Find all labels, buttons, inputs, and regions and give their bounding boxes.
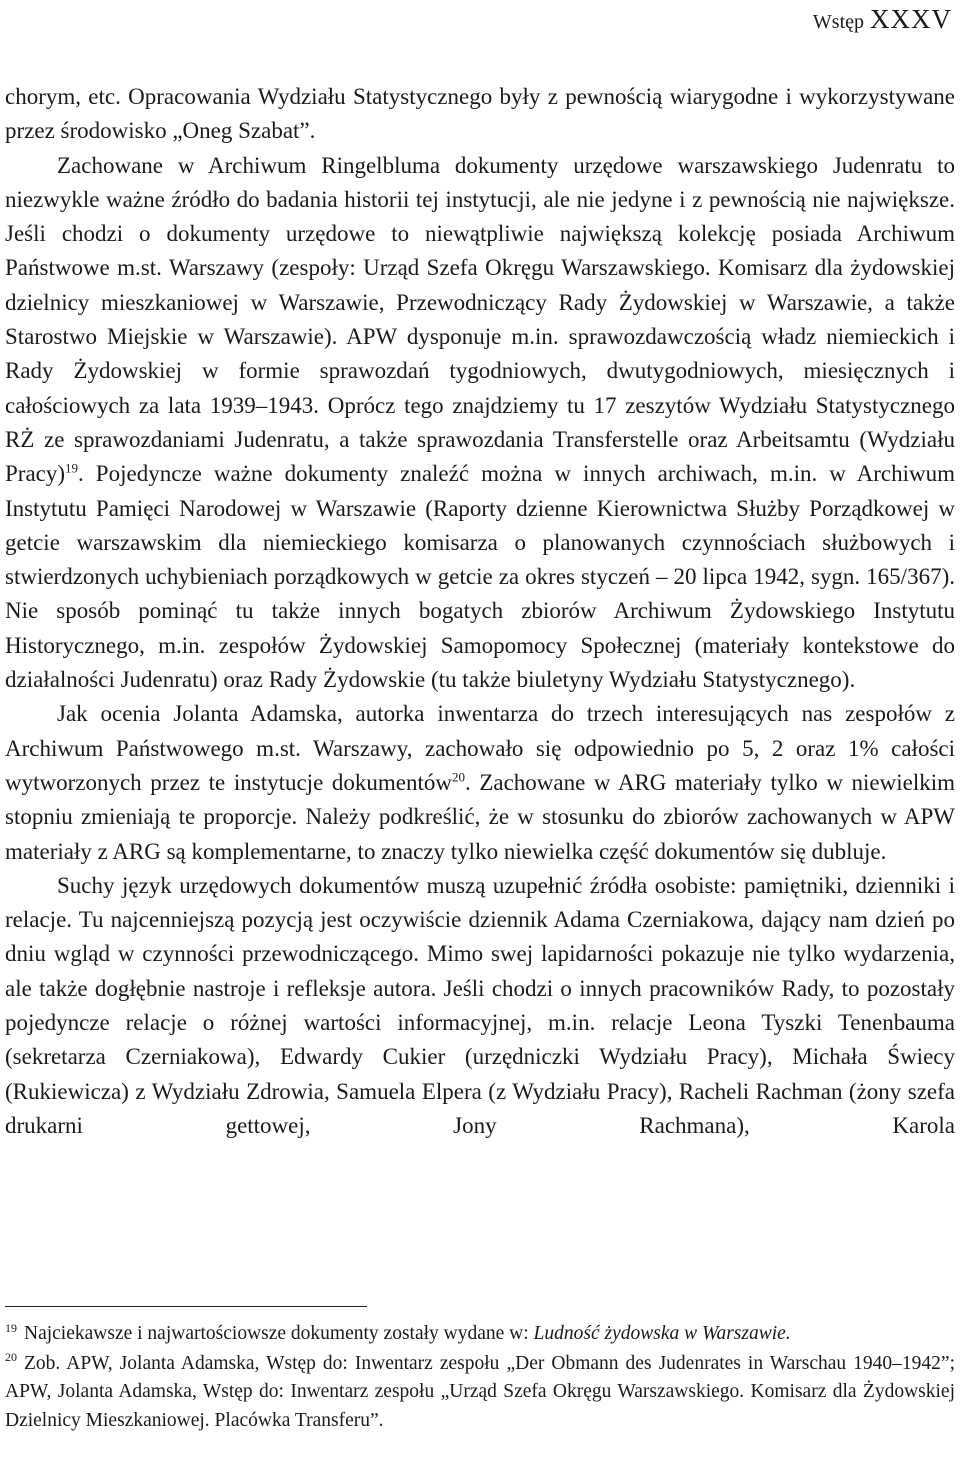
paragraph-2-part-b: . Pojedyncze ważne dokumenty znaleźć można w innych archiwach, m.in. w Archiwum Instytutu Pamięci Narodowej w Warszawie (Raporty dzienne Kierownictwa Służby Porządkowej w getcie warszawskim dla niemieckiego komisarza o planowanych czynnościach służbowych i stwierdzonych uchybieniach porządkowych w getcie za okres styczeń – 20 lipca 1942, sygn. 165/367). Nie sposób pominąć tu także innych bogatych zbiorów Archiwum Żydowskiego Instytutu Historycznego, m.in. zespołów Żydowskiej Samopomocy Społecznej (materiały kontekstowe do działalności Judenratu) oraz Rady Żydowskie (tu także biuletyny Wydziału Statystycznego). [5,461,955,693]
footnote-ref-19[interactable]: 19 [65,460,79,476]
page-number: XXXV [870,4,952,34]
footnote-rule [5,1306,367,1307]
section-title: Wstęp [812,11,864,33]
footnote-title: Ludność żydowska w Warszawie. [533,1323,791,1344]
footnote-ref-20[interactable]: 20 [451,769,465,785]
footnote-text: Zob. APW, Jolanta Adamska, Wstęp do: Inwentarz zespołu „Der Obmann des Judenrates in Warschau 1940–1942”; APW, Jolanta Adamska, Wstęp do: Inwentarz zespołu „Urząd Szefa Okręgu Warszawskiego. Komisarz dla Żydowskiej Dzielnicy Mieszkaniowej. Placówka Transferu”. [5,1352,955,1431]
footnote-number: 20 [5,1350,17,1364]
paragraph-1: chorym, etc. Opracowania Wydziału Statystycznego były z pewnością wiarygodne i wykorzystywane przez środowisko „Oneg Szabat”. [5,84,955,144]
paragraph-3-part-a: Jak ocenia Jolanta Adamska, autorka inwentarza do trzech interesujących nas zespołów z Archiwum Państwowego m.st. Warszawy, zachowało się odpowiednio po 5, 2 oraz 1% całości wytworzonych przez te instytucje dokumentów [5,701,955,795]
paragraph-4: Suchy język urzędowych dokumentów muszą uzupełnić źródła osobiste: pamiętniki, dzienniki i relacje. Tu najcenniejszą pozycją jest oczywiście dziennik Adama Czerniakowa, dający nam dzień po dniu wgląd w czynności przewodniczącego. Mimo swej lapidarności pokazuje nie tylko wydarzenia, ale także dogłębnie nastroje i refleksje autora. Jeśli chodzi o innych pracowników Rady, to pozostały pojedyncze relacje o różnej wartości informacyjnej, m.in. relacje Leona Tyszki Tenenbauma (sekretarza Czerniakowa), Edwardy Cukier (urzędniczki Wydziału Pracy), Michała Świecy (Rukiewicza) z Wydziału Zdrowia, Samuela Elpera (z Wydziału Pracy), Racheli Rachman (żony szefa drukarni gettowej, Jony Rachmana), Karola [5,872,955,1138]
footnote-20 [5,1350,955,1436]
paragraph-2 [5,149,955,698]
paragraph-2-part-a: Zachowane w Archiwum Ringelbluma dokumenty urzędowe warszawskiego Judenratu to niezwykle ważne źródło do badania historii tej instytucji, ale nie jedyne i z pewnością nie największe. Jeśli chodzi o dokumenty urzędowe to niewątpliwie największą kolekcję posiada Archiwum Państwowe m.st. Warszawy (zespoły: Urząd Szefa Okręgu Warszawskiego. Komisarz dla żydowskiej dzielnicy mieszkaniowej w Warszawie, Przewodniczący Rady Żydowskiej w Warszawie, a także Starostwo Miejskie w Warszawie). APW dysponuje m.in. sprawozdawczością władz niemieckich i Rady Żydowskiej w formie sprawozdań tygodniowych, dwutygodniowych, miesięcznych i całościowych za lata 1939–1943. Oprócz tego znajdziemy tu 17 zeszytów Wydziału Statystycznego RŻ ze sprawozdaniami Judenratu, a także sprawozdania Transferstelle oraz Arbeitsamtu (Wydziału Pracy) [5,152,955,487]
footnote-19 [5,1320,955,1349]
footnote-text: Najciekawsze i najwartościowsze dokumenty zostały wydane w: [24,1323,534,1344]
footnotes [5,1320,955,1436]
footnote-number: 19 [5,1320,17,1335]
running-head [813,4,952,35]
paragraph-3 [5,697,955,868]
body-text [5,80,955,1143]
paragraph-3-part-b: . Zachowane w ARG materiały tylko w niewielkim stopniu zmieniają te proporcje. Należy podkreślić, że w stosunku do zbiorów zachowanych w APW materiały z ARG są komplementarne, to znaczy tylko niewielka część dokumentów się dubluje. [5,769,955,864]
